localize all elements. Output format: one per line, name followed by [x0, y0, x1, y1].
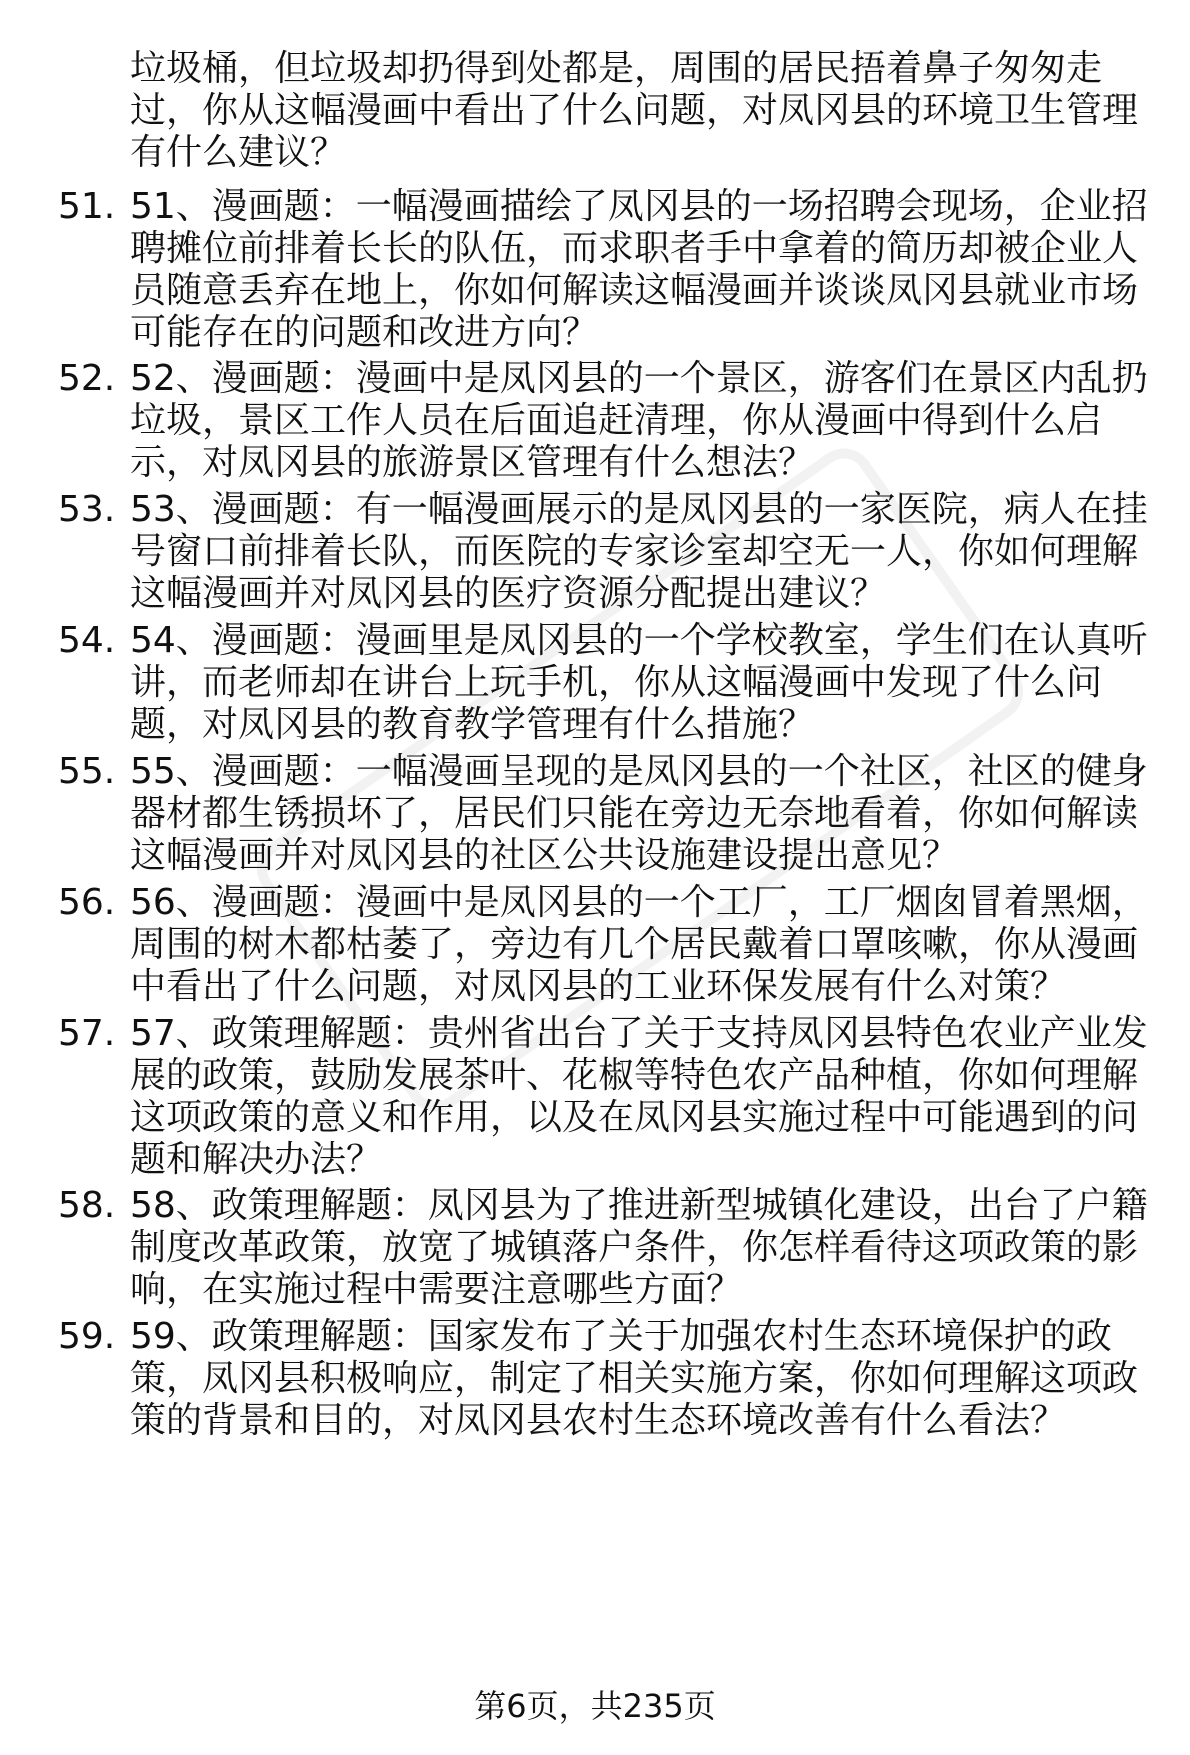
question-text: 59、政策理解题：国家发布了关于加强农村生态环境保护的政策，凤冈县积极响应，制定了相关实施方案，你如何理解这项政策的背景和目的，对凤冈县农村生态环境改善有什么看法？ [130, 1316, 1139, 1441]
question-number: 52. [58, 358, 116, 399]
question-number: 58. [58, 1185, 116, 1226]
question-number: 59. [58, 1316, 116, 1357]
page-footer: 第6页，共235页 [474, 1687, 716, 1725]
question-text: 58、政策理解题：凤冈县为了推进新型城镇化建设，出台了户籍制度改革政策，放宽了城镇落户条件，你怎样看待这项政策的影响，在实施过程中需要注意哪些方面？ [130, 1185, 1148, 1310]
question-number: 53. [58, 489, 116, 530]
question-number: 55. [58, 751, 116, 792]
question-text: 55、漫画题：一幅漫画呈现的是凤冈县的一个社区，社区的健身器材都生锈损坏了，居民们只能在旁边无奈地看着，你如何解读这幅漫画并对凤冈县的社区公共设施建设提出意见？ [130, 751, 1148, 876]
question-text: 53、漫画题：有一幅漫画展示的是凤冈县的一家医院，病人在挂号窗口前排着长队，而医院的专家诊室却空无一人，你如何理解这幅漫画并对凤冈县的医疗资源分配提出建议？ [130, 489, 1148, 614]
continued-question-text: 垃圾桶，但垃圾却扔得到处都是，周围的居民捂着鼻子匆匆走过，你从这幅漫画中看出了什么问题，对凤冈县的环境卫生管理有什么建议？ [130, 48, 1139, 173]
question-text: 52、漫画题：漫画中是凤冈县的一个景区，游客们在景区内乱扔垃圾，景区工作人员在后面追赶清理，你从漫画中得到什么启示，对凤冈县的旅游景区管理有什么想法？ [130, 358, 1148, 483]
question-number: 57. [58, 1013, 116, 1054]
question-number: 54. [58, 620, 116, 661]
question-text: 56、漫画题：漫画中是凤冈县的一个工厂，工厂烟囱冒着黑烟，周围的树木都枯萎了，旁边有几个居民戴着口罩咳嗽，你从漫画中看出了什么问题，对凤冈县的工业环保发展有什么对策？ [130, 882, 1148, 1007]
question-text: 54、漫画题：漫画里是凤冈县的一个学校教室，学生们在认真听讲，而老师却在讲台上玩手机，你从这幅漫画中发现了什么问题，对凤冈县的教育教学管理有什么措施？ [130, 620, 1148, 745]
question-number: 56. [58, 882, 116, 923]
question-number: 51. [58, 186, 116, 227]
question-text: 57、政策理解题：贵州省出台了关于支持凤冈县特色农业产业发展的政策，鼓励发展茶叶、花椒等特色农产品种植，你如何理解这项政策的意义和作用，以及在凤冈县实施过程中可能遇到的问题和解决办法？ [130, 1013, 1148, 1180]
question-text: 51、漫画题：一幅漫画描绘了凤冈县的一场招聘会现场，企业招聘摊位前排着长长的队伍，而求职者手中拿着的简历却被企业人员随意丢弃在地上，你如何解读这幅漫画并谈谈凤冈县就业市场可能存在的问题和改进方向？ [130, 186, 1148, 353]
